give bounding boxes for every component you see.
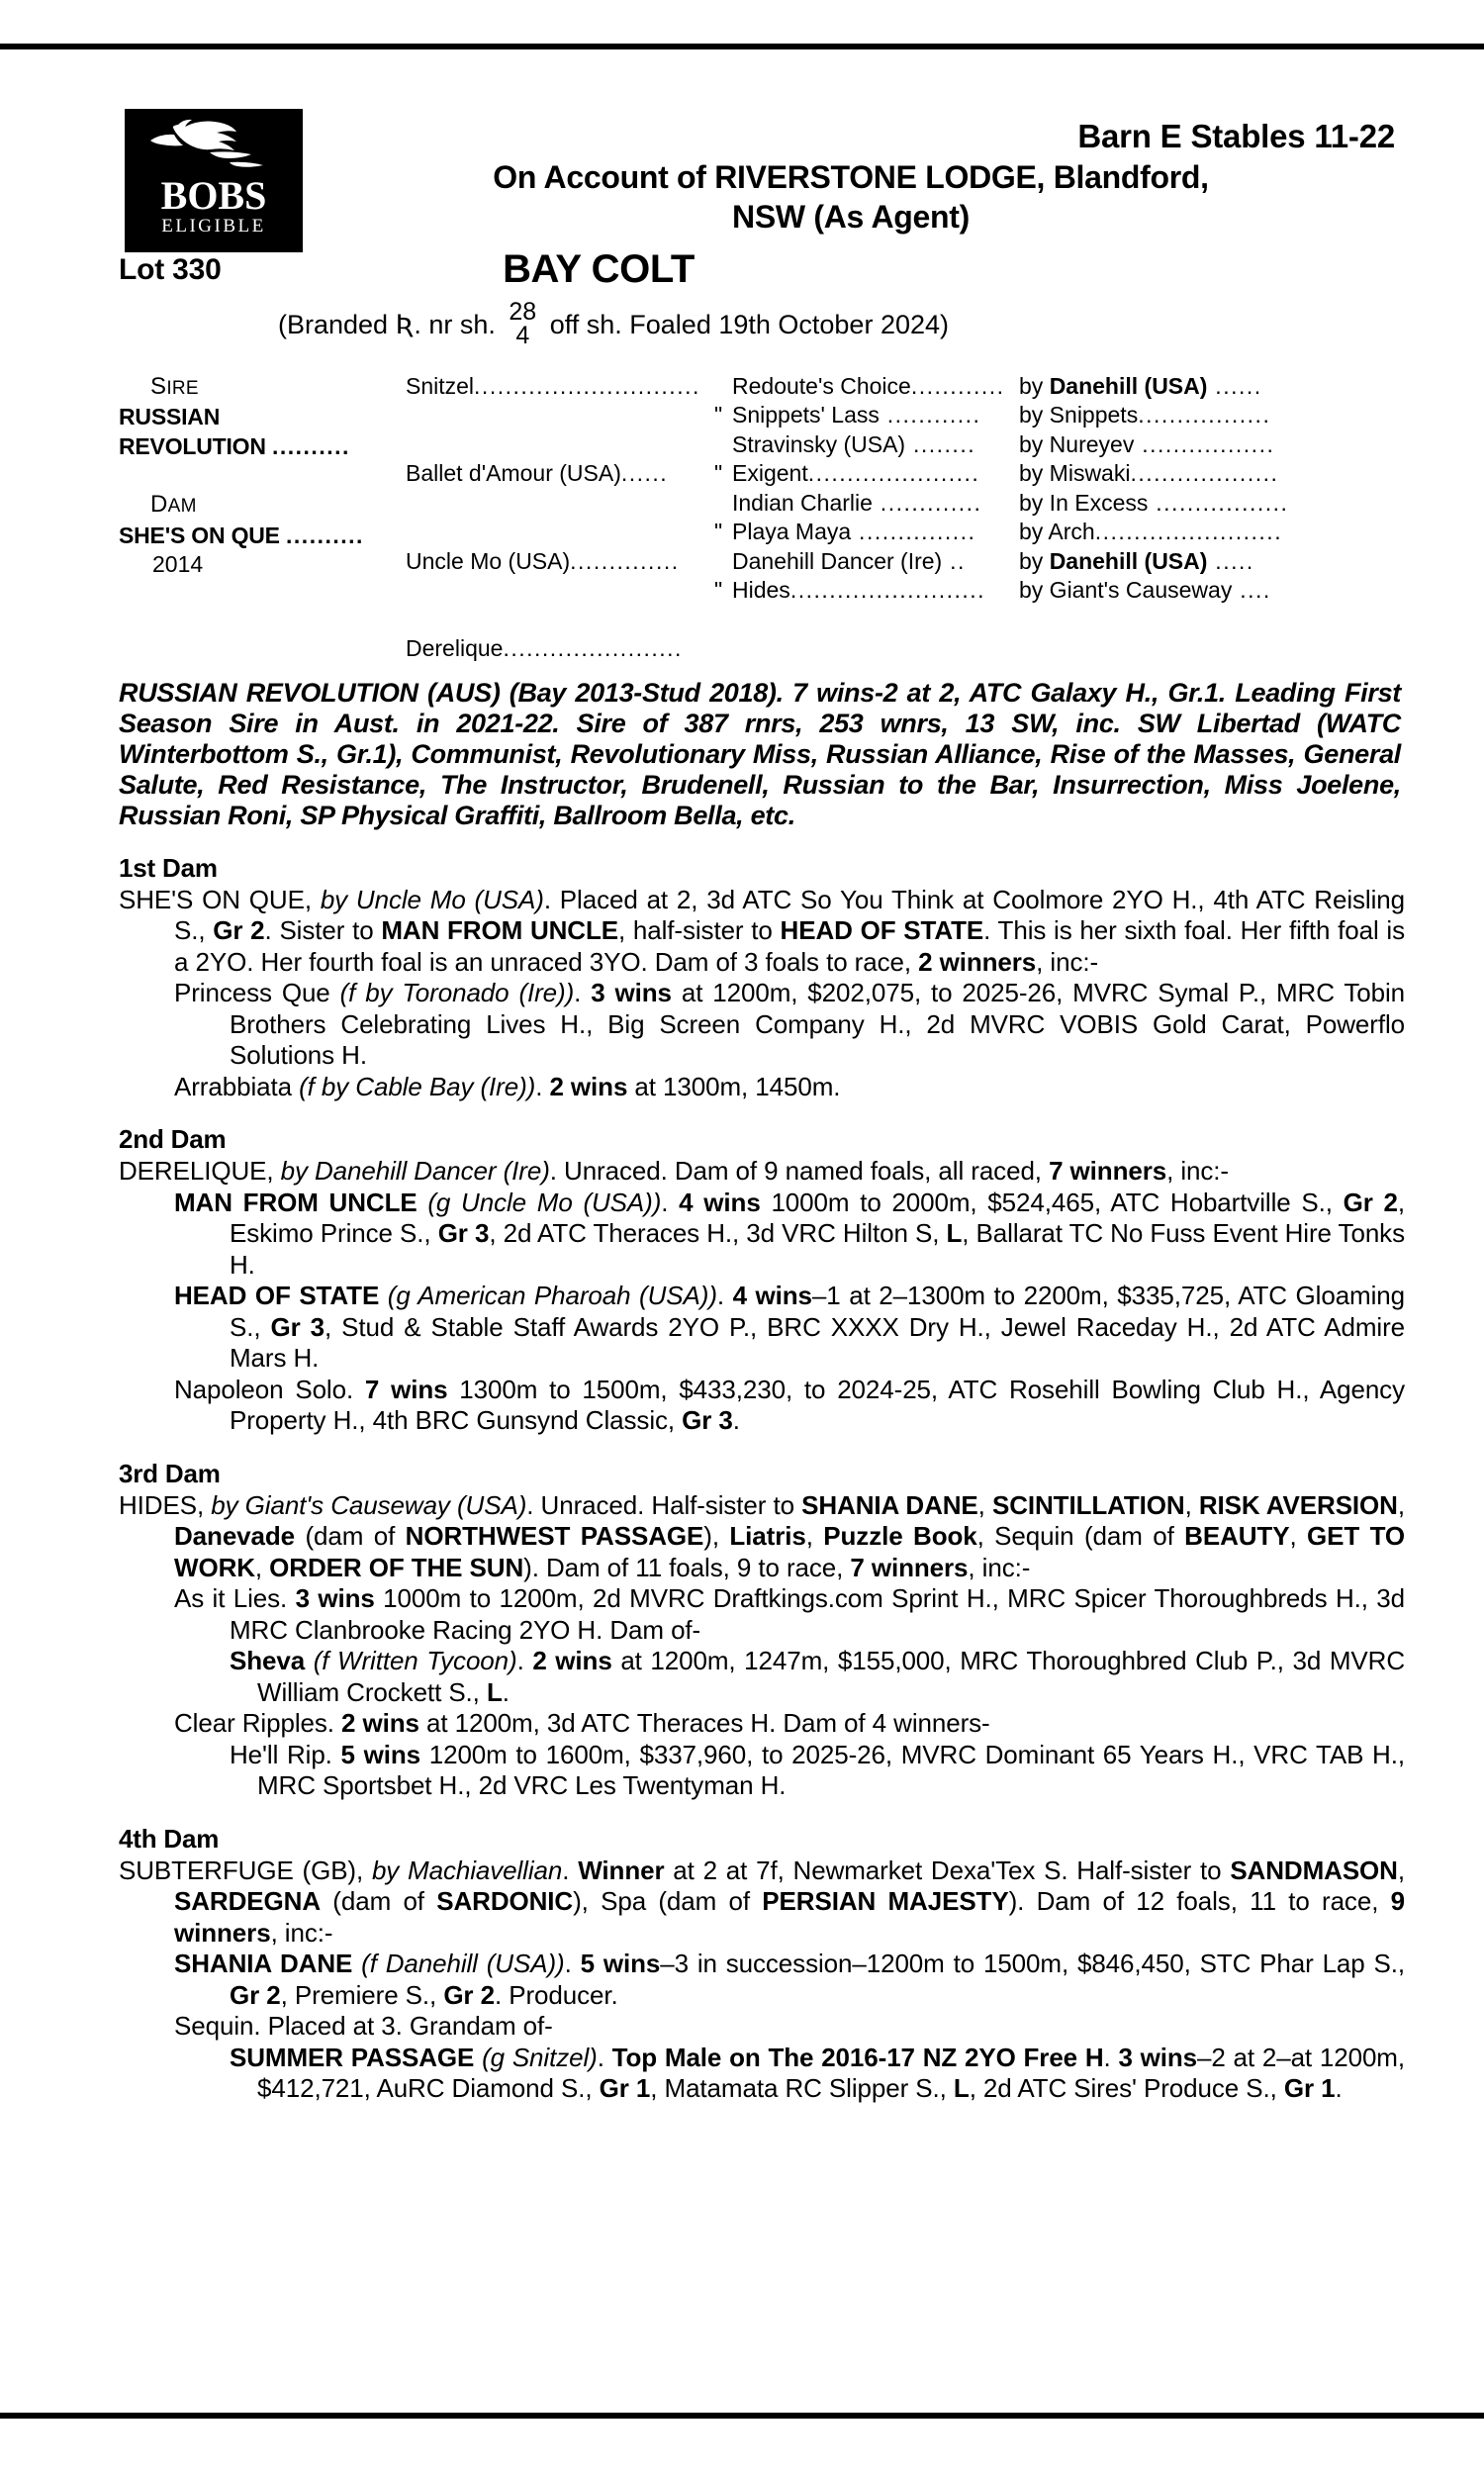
gen3-by-dots: ..... [1207, 547, 1254, 574]
bobs-eligible-logo [125, 109, 303, 252]
gen3-sire-of: by Nureyev ................. [1019, 430, 1275, 457]
pedigree-gen3-row [714, 518, 1405, 547]
dam-year: 2014 [152, 551, 204, 577]
dam-entry-paragraph: Sequin. Placed at 3. Grandam of- [174, 2011, 553, 2041]
logo-sub-text: ELIGIBLE [161, 216, 266, 237]
dam-entry-paragraph: MAN FROM UNCLE (g Uncle Mo (USA)). 4 wins 1000m to 2000m, $524,465, ATC Hobartville S., Gr 2, Eskimo Prince S., Gr 3, 2d ATC Theraces H., 3d VRC Hilton S, L, Ballarat TC No Fuss Event Hire Tonks H. [174, 1187, 1406, 1280]
gen2-row-4: Derelique....................... [406, 635, 683, 661]
brand-mid: . nr sh. [414, 309, 496, 339]
gen2-dots-3: .............. [570, 547, 680, 574]
ditto-mark: " [714, 402, 723, 428]
gen2-dots-2: ...... [620, 460, 669, 486]
gen3-by-dots: ........................ [1094, 519, 1283, 544]
gen3-leader-dots: ............ [879, 402, 981, 428]
account-line-2: NSW (As Agent) [732, 199, 970, 235]
gen3-sire-of: by Danehill (USA) ..... [1019, 547, 1254, 574]
dam-entry-paragraph: DERELIQUE, by Danehill Dancer (Ire). Unraced. Dam of 9 named foals, all raced, 7 winners, inc:- [119, 1156, 1229, 1186]
pedigree-col-gen1 [119, 372, 406, 664]
lot-number-label: Lot 330 [119, 253, 222, 286]
lot-title-row [119, 247, 1405, 301]
top-rule [0, 44, 1484, 49]
logo-brand-text: BOBS [160, 173, 267, 218]
brand-suffix: off sh. Foaled 19th October 2024) [549, 309, 949, 339]
horse-head-icon [144, 109, 283, 174]
gen3-name: Snippets' Lass ............ [732, 402, 981, 428]
dam-section-heading: 1st Dam [119, 852, 218, 883]
sire-label-rest: IRE [166, 377, 199, 399]
dam-sections [119, 853, 1405, 2105]
gen3-sire-of: by Snippets................. [1019, 402, 1271, 428]
gen3-leader-dots: ......................... [789, 577, 986, 603]
ditto-mark: " [714, 519, 723, 544]
brand-fraction [509, 298, 537, 349]
dam-section-heading: 2nd Dam [119, 1124, 227, 1154]
page-header [119, 89, 1405, 238]
sire-leader-dots: .......... [271, 432, 350, 459]
dam-entry-paragraph: Sheva (f Written Tycoon). 2 wins at 1200m, 1247m, $155,000, MRC Thoroughbred Club P., 3d MVRC William Crockett S., L. [230, 1646, 1406, 1707]
brand-symbol-icon: Ʀ [395, 309, 415, 340]
sire-name-line-2: REVOLUTION .......... [119, 432, 350, 459]
gen3-name: Indian Charlie ............. [732, 489, 982, 516]
pedigree-col-gen3 [714, 372, 1405, 664]
dam-label-rest: AM [167, 496, 197, 517]
pedigree-gen3-row [732, 489, 1405, 519]
pedigree-gen3-row [714, 459, 1405, 489]
dam-entry-paragraph: Princess Que (f by Toronado (Ire)). 3 wins at 1200m, $202,075, to 2025-26, MVRC Symal P., MRC Tobin Brothers Celebrating Lives H., Big Screen Company H., 2d MVRC VOBIS Gold Carat, Powerflo Solutions H. [174, 978, 1406, 1070]
account-line-1: On Account of RIVERSTONE LODGE, Blandford, [493, 159, 1209, 195]
pedigree-gen3-row [714, 401, 1405, 430]
branding-line [119, 298, 1405, 350]
gen3-by-dots: ...... [1207, 372, 1262, 399]
pedigree-gen3-row [732, 547, 1405, 577]
barn-stables-label: Barn E Stables 11-22 [1077, 118, 1395, 154]
pedigree-table [119, 372, 1405, 664]
dam-name: SHE'S ON QUE .......... [119, 522, 364, 548]
dam-entry-paragraph: Napoleon Solo. 7 wins 1300m to 1500m, $433,230, to 2024-25, ATC Rosehill Bowling Club H., Agency Property H., 4th BRC Gunsynd Classic, Gr 3. [174, 1374, 1405, 1435]
gen3-leader-dots: ............. [872, 489, 982, 516]
brand-fraction-numerator: 28 [509, 298, 537, 326]
gen2-dots-4: ....................... [503, 635, 683, 661]
pedigree-gen3-row [732, 430, 1405, 460]
gen3-name: Exigent...................... [732, 460, 980, 486]
dam-entry-paragraph: SHANIA DANE (f Danehill (USA)). 5 wins–3 in succession–1200m to 1500m, $846,450, STC Phar Lap S., Gr 2, Premiere S., Gr 2. Producer. [174, 1949, 1406, 2010]
gen3-name: Redoute's Choice............ [732, 372, 1005, 399]
brand-prefix: (Branded [278, 309, 389, 339]
ditto-mark: " [714, 460, 723, 486]
brand-fraction-denominator: 4 [515, 321, 530, 349]
gen3-name: Stravinsky (USA) ........ [732, 430, 976, 457]
pedigree-col-gen2 [406, 372, 732, 664]
pedigree-gen3-row [732, 372, 1405, 402]
gen3-sire-of: by Giant's Causeway .... [1019, 577, 1271, 603]
gen2-row-3: Uncle Mo (USA).............. [406, 547, 680, 574]
gen3-name: Playa Maya ............... [732, 519, 976, 544]
dam-entry-paragraph: Clear Ripples. 2 wins at 1200m, 3d ATC Theraces H. Dam of 4 winners- [174, 1708, 990, 1738]
dam-entry-paragraph: As it Lies. 3 wins 1000m to 1200m, 2d MVRC Draftkings.com Sprint H., MRC Spicer Thoroughbreds H., 3d MRC Clanbrooke Racing 2YO H. Dam of- [174, 1583, 1406, 1645]
gen3-name: Hides......................... [732, 577, 986, 603]
gen3-sire-of: by Miswaki................... [1019, 460, 1279, 486]
gen3-leader-dots: .. [942, 547, 966, 574]
dam-entry-paragraph: SHE'S ON QUE, by Uncle Mo (USA). Placed at 2, 3d ATC So You Think at Coolmore 2YO H., 4th ATC Reisling S., Gr 2. Sister to MAN FROM UNCLE, half-sister to HEAD OF STATE. This is her sixth foal. Her fifth foal is a 2YO. Her fourth foal is an unraced 3YO. Dam of 3 foals to race, 2 winners, inc:- [119, 884, 1405, 977]
header-text-block [307, 89, 1405, 236]
gen3-leader-dots: ............ [910, 372, 1005, 399]
gen3-sire-of: by In Excess ................. [1019, 489, 1289, 516]
gen3-leader-dots: ........ [905, 430, 976, 457]
dam-label: DAM [150, 491, 197, 518]
sire-performance-paragraph: RUSSIAN REVOLUTION (AUS) (Bay 2013-Stud 2018). 7 wins-2 at 2, ATC Galaxy H., Gr.1. Leading First Season Sire in Aust. in 2021-22. Sire of 387 rnrs, 253 wnrs, 13 SW, inc. SW Libertad (WATC Winterbottom S., Gr.1), Communist, Revolutionary Miss, Russian Alliance, Rise of the Masses, General Salute, Red Resistance, The Instructor, Brudenell, Russian to the Bar, Insurrection, Miss Joelene, Russian Roni, SP Physical Graffiti, Ballroom Bella, etc. [119, 677, 1401, 830]
dam-entry-paragraph: Arrabbiata (f by Cable Bay (Ire)). 2 wins at 1300m, 1450m. [174, 1071, 841, 1101]
gen3-name: Danehill Dancer (Ire) .. [732, 547, 966, 574]
gen3-by-dots: ................. [1148, 489, 1289, 516]
dam-entry-paragraph: SUBTERFUGE (GB), by Machiavellian. Winner at 2 at 7f, Newmarket Dexa'Tex S. Half-sister to SANDMASON, SARDEGNA (dam of SARDONIC), Spa (dam of PERSIAN MAJESTY). Dam of 12 foals, 11 to race, 9 winners, inc:- [119, 1855, 1405, 1948]
gen3-sire-of: by Arch........................ [1019, 519, 1283, 544]
dam-entry-paragraph: HIDES, by Giant's Causeway (USA). Unraced. Half-sister to SHANIA DANE, SCINTILLATION, RISK AVERSION, Danevade (dam of NORTHWEST PASSAGE), Liatris, Puzzle Book, Sequin (dam of BEAUTY, GET TO WORK, ORDER OF THE SUN). Dam of 11 foals, 9 to race, 7 winners, inc:- [119, 1489, 1406, 1582]
sire-name-line-1: RUSSIAN [119, 404, 221, 429]
sire-label: SIRE [150, 372, 199, 400]
dam-entry-paragraph: HEAD OF STATE (g American Pharoah (USA)). 4 wins–1 at 2–1300m to 2200m, $335,725, ATC Gloaming S., Gr 3, Stud & Stable Staff Awards 2YO P., BRC XXXX Dry H., Jewel Raceday H., 2d ATC Admire Mars H. [174, 1281, 1406, 1373]
page-content [119, 89, 1405, 2105]
bottom-rule [0, 2413, 1484, 2419]
gen3-by-dots: ................. [1134, 430, 1275, 457]
gen3-leader-dots: ............... [851, 519, 976, 544]
pedigree-gen3-row [714, 576, 1405, 606]
dam-section-heading: 4th Dam [119, 1823, 220, 1854]
dam-entry-paragraph: He'll Rip. 5 wins 1200m to 1600m, $337,960, to 2025-26, MVRC Dominant 65 Years H., VRC TAB H., MRC Sportsbet H., 2d VRC Les Twentyman H. [230, 1739, 1405, 1800]
ditto-mark: " [714, 577, 723, 603]
gen3-leader-dots: ...................... [807, 460, 980, 486]
gen2-dots-1: ............................. [474, 372, 700, 399]
dam-entry-paragraph: SUMMER PASSAGE (g Snitzel). Top Male on The 2016-17 NZ 2YO Free H. 3 wins–2 at 2–at 1200m, $412,721, AuRC Diamond S., Gr 1, Matamata RC Slipper S., L, 2d ATC Sires' Produce S., Gr 1. [230, 2042, 1405, 2103]
page-title: BAY COLT [503, 247, 695, 291]
dam-leader-dots: .......... [286, 522, 364, 548]
gen3-by-dots: ................. [1138, 402, 1271, 428]
dam-section-heading: 3rd Dam [119, 1458, 221, 1488]
gen2-row-2: Ballet d'Amour (USA)...... [406, 460, 669, 486]
gen3-by-dots: ................... [1130, 460, 1279, 486]
gen3-by-dots: .... [1232, 577, 1271, 603]
gen2-row-1: Snitzel............................. [406, 372, 700, 399]
gen3-sire-of: by Danehill (USA) ...... [1019, 372, 1262, 399]
